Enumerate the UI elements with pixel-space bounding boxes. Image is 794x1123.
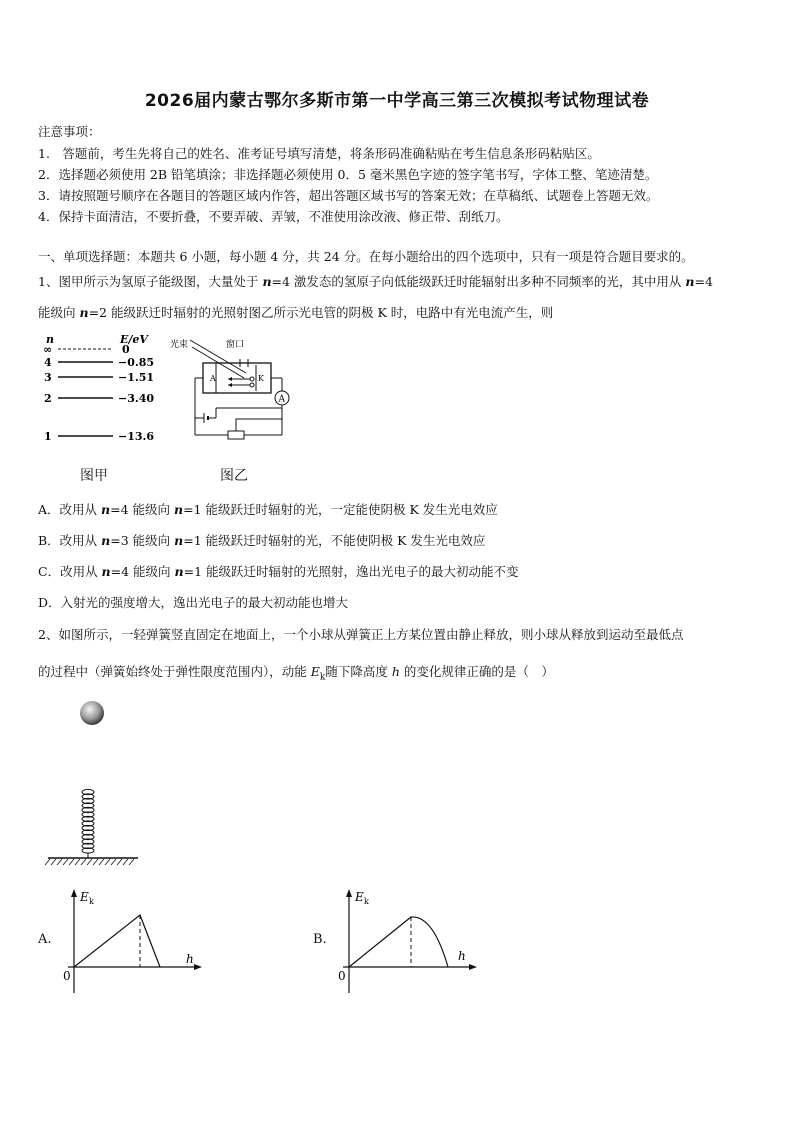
page-title: 2026届内蒙古鄂尔多斯市第一中学高三第三次模拟考试物理试卷 bbox=[144, 91, 650, 111]
level-e-inf: 0 bbox=[122, 343, 130, 356]
q2-option-b-label: B. bbox=[313, 932, 327, 947]
level-e-2: −3.40 bbox=[118, 392, 155, 405]
graph-a-x-label: h bbox=[186, 952, 194, 966]
level-n-1: 1 bbox=[44, 430, 52, 443]
level-n-3: 3 bbox=[44, 371, 52, 384]
graph-b-y-label: E bbox=[355, 890, 364, 904]
graph-a-y-sub: k bbox=[89, 897, 94, 906]
q1-stem-line1: 1、图甲所示为氢原子能级图，大量处于 n=4 激发态的氢原子向低能级跃迁时能辐射出多种不同频率的光，其中用从 n=4 bbox=[38, 274, 713, 289]
note-item-4: 4．保持卡面清洁，不要折叠，不要弄破、弄皱，不准使用涂改液、修正带、刮纸刀。 bbox=[38, 209, 509, 224]
q2-graph-b bbox=[333, 885, 483, 995]
q1-option-a: A．改用从 n=4 能级向 n=1 能级跃迁时辐射的光，一定能使阴极 K 发生光电效应 bbox=[38, 502, 498, 517]
figure-a-caption: 图甲 bbox=[80, 468, 108, 484]
level-col-e: E/eV bbox=[120, 333, 148, 346]
light-beam-label: 光束 bbox=[170, 340, 189, 350]
graph-b-origin: 0 bbox=[338, 969, 346, 983]
level-n-inf: ∞ bbox=[43, 343, 53, 356]
window-label: 窗口 bbox=[226, 340, 245, 350]
photoelectric-circuit bbox=[168, 333, 298, 453]
ball-spring-figure bbox=[40, 695, 150, 870]
q1-stem-line2: 能级向 n=2 能级跃迁时辐射的光照射图乙所示光电管的阴极 K 时，电路中有光电流产生，则 bbox=[38, 305, 554, 320]
level-e-4: −0.85 bbox=[118, 356, 155, 369]
ball bbox=[80, 701, 104, 725]
energy-level-diagram bbox=[38, 332, 168, 444]
graph-a-y-label: E bbox=[80, 890, 89, 904]
note-item-1: 1. 答题前，考生先将自己的姓名、准考证号填写清楚，将条形码准确粘贴在考生信息条形码粘贴区。 bbox=[38, 146, 600, 161]
note-item-2: 2．选择题必须使用 2B 铅笔填涂；非选择题必须使用 0．5 毫米黑色字迹的签字笔书写，字体工整、笔迹清楚。 bbox=[38, 167, 658, 182]
graph-a-origin: 0 bbox=[63, 969, 71, 983]
note-item-3: 3．请按照题号顺序在各题目的答题区域内作答，超出答题区域书写的答案无效；在草稿纸、试题卷上答题无效。 bbox=[38, 188, 659, 203]
q1-option-b: B．改用从 n=3 能级向 n=1 能级跃迁时辐射的光，不能使阴极 K 发生光电效应 bbox=[38, 533, 486, 548]
level-n-4: 4 bbox=[44, 356, 52, 369]
q2-option-a-label: A. bbox=[38, 932, 52, 947]
q2-stem-line2: 的过程中（弹簧始终处于弹性限度范围内），动能 $E_k$随下降高度 h 的变化规律正确的是（ ） bbox=[38, 664, 554, 683]
q1-option-c: C．改用从 n=4 能级向 n=1 能级跃迁时辐射的光照射，逸出光电子的最大初动能不变 bbox=[38, 564, 519, 579]
spring bbox=[82, 789, 94, 858]
level-n-2: 2 bbox=[44, 392, 52, 405]
graph-b-y-sub: k bbox=[364, 897, 369, 906]
graph-b-x-label: h bbox=[458, 949, 466, 963]
section-heading: 一、单项选择题：本题共 6 小题，每小题 4 分，共 24 分。在每小题给出的四个选项中，只有一项是符合题目要求的。 bbox=[38, 249, 694, 264]
q2-stem-line1: 2、如图所示，一轻弹簧竖直固定在地面上，一个小球从弹簧正上方某位置由静止释放，则小球从释放到运动至最低点 bbox=[38, 627, 684, 642]
q2-graph-a bbox=[58, 885, 208, 995]
ammeter-label: A bbox=[278, 394, 285, 405]
level-e-1: −13.6 bbox=[118, 430, 155, 443]
q1-option-d: D．入射光的强度增大，逸出光电子的最大初动能也增大 bbox=[38, 595, 349, 610]
notes-heading: 注意事项： bbox=[38, 124, 101, 139]
level-col-n: n bbox=[46, 333, 54, 346]
figure-b-caption: 图乙 bbox=[220, 468, 248, 484]
cathode-label: K bbox=[258, 374, 264, 383]
anode-label: A bbox=[210, 374, 216, 383]
level-e-3: −1.51 bbox=[118, 371, 155, 384]
